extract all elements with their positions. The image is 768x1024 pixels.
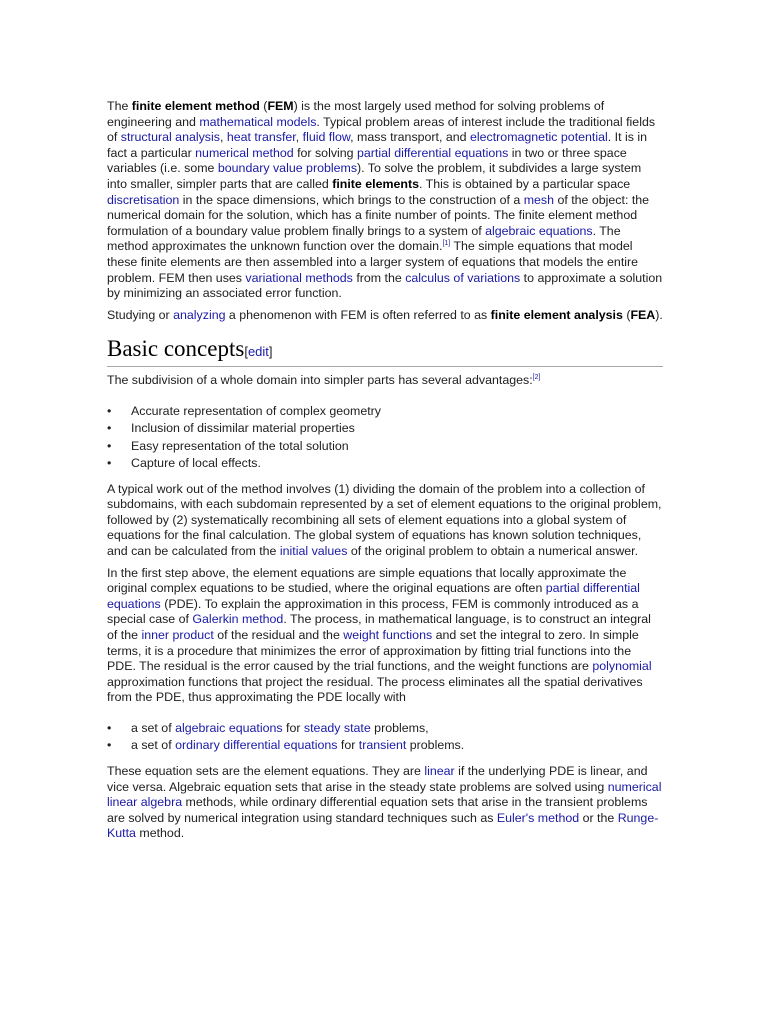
link-initial-values[interactable]: initial values (279, 544, 348, 559)
bullet-icon: • (107, 720, 112, 735)
method-paragraph: A typical work out of the method involves (1) dividing the domain of the problem into a collection of subdomains, with each subdomain represented by a set of element equations to the original problem, followed by (2) systematically recombining all sets of element equations into a global system of equations for the final calculation. The global system of equations has known solution techniques, and can be calculated from the initial values of the original problem to obtain a numerical answer. (107, 481, 662, 559)
link-numerical-linear-algebra[interactable]: numerical linear algebra (107, 779, 662, 810)
bullet-icon: • (107, 438, 112, 453)
link-algebraic-equations[interactable]: algebraic equations (175, 720, 283, 735)
link-weight-functions[interactable]: weight functions (343, 628, 433, 643)
list-item: • Accurate representation of complex geometry (107, 403, 382, 418)
bold-term: finite elements (332, 176, 419, 191)
link-euler-s-method[interactable]: Euler's method (496, 810, 580, 825)
solution-paragraph: These equation sets are the element equations. They are linear if the underlying PDE is linear, and vice versa. Algebraic equation sets that arise in the steady state problems are solved using numerical linear algebra methods, while ordinary differential equation sets that arise in the transient problems are solved by numerical integration using standard techniques such as Euler's method or the Runge-Kutta method. (107, 763, 662, 841)
link-fluid-flow[interactable]: fluid flow (302, 130, 351, 145)
citation-link[interactable]: [1] (442, 240, 451, 248)
link-algebraic-equations[interactable]: algebraic equations (485, 223, 593, 238)
edit-section: [edit] (244, 344, 273, 360)
list-item: • Inclusion of dissimilar material properties (107, 421, 355, 436)
section-title: Basic concepts (107, 336, 245, 362)
list-item: • Capture of local effects. (107, 456, 261, 471)
bullet-icon: • (107, 421, 112, 436)
link-electromagnetic-potential[interactable]: electromagnetic potential (470, 130, 608, 145)
link-calculus-of-variations[interactable]: calculus of variations (405, 270, 521, 285)
link-linear[interactable]: linear (424, 763, 455, 778)
link-discretisation[interactable]: discretisation (107, 192, 180, 207)
link-steady-state[interactable]: steady state (303, 720, 371, 735)
intro-paragraph: The finite element method (FEM) is the most largely used method for solving problems of engineering and mathematical models. Typical problem areas of interest include the traditional fields of structural analysis, heat transfer, fluid flow, mass transport, and electromagnetic potential. It is in fact a particular numerical method for solving partial differential equations in two or three space variables (i.e. some boundary value problems). To solve the problem, it subdivides a large system into smaller, simpler parts that are called finite elements. This is obtained by a particular space discretisation in the space dimensions, which brings to the construction of a mesh of the object: the numerical domain for the solution, which has a finite number of points. The finite element method formulation of a boundary value problem finally brings to a system of algebraic equations. The method approximates the unknown function over the domain.[1] The simple equations that model these finite elements are then assembled into a larger system of equations that models the entire problem. FEM then uses variational methods from the calculus of variations to approximate a solution by minimizing an associated error function. (107, 99, 663, 301)
element-equations-paragraph: In the first step above, the element equations are simple equations that locally approximate the original complex equations to be studied, where the original equations are often partial differential equations (PDE). To explain the approximation in this process, FEM is commonly introduced as a special case of Galerkin method. The process, in mathematical language, is to construct an integral of the inner product of the residual and the weight functions and set the integral to zero. In simple terms, it is a procedure that minimizes the error of approximation by fitting trial functions into the PDE. The residual is the error caused by the trial functions, and the weight functions are polynomial approximation functions that project the residual. The process eliminates all the spatial derivatives from the PDE, thus approximating the PDE locally with (107, 565, 652, 705)
bold-term: FEA (630, 307, 656, 322)
list-item: • a set of algebraic equations for steady state problems, (107, 720, 429, 735)
advantages-intro: The subdivision of a whole domain into simpler parts has several advantages:[2] (107, 373, 541, 388)
link-polynomial[interactable]: polynomial (592, 659, 652, 674)
link-boundary-value-problems[interactable]: boundary value problems (217, 161, 358, 176)
bullet-icon: • (107, 403, 112, 418)
link-mesh[interactable]: mesh (523, 192, 554, 207)
link-heat-transfer[interactable]: heat transfer (226, 130, 296, 145)
edit-link[interactable]: edit (247, 344, 269, 360)
article-body (107, 99, 663, 848)
link-ordinary-differential-equations[interactable]: ordinary differential equations (175, 738, 338, 753)
bullet-icon: • (107, 738, 112, 753)
list-item: • Easy representation of the total solution (107, 438, 349, 453)
bold-term: finite element method (131, 99, 260, 113)
bullet-icon: • (107, 456, 112, 471)
advantages-list (107, 404, 663, 472)
fea-paragraph: Studying or analyzing a phenomenon with FEM is often referred to as finite element analysis (FEA). (107, 307, 663, 322)
list-item: • a set of ordinary differential equations for transient problems. (107, 738, 465, 753)
link-galerkin-method[interactable]: Galerkin method (192, 612, 284, 627)
section-heading-basic-concepts (107, 336, 663, 367)
link-partial-differential-equations[interactable]: partial differential equations (107, 581, 640, 611)
link-transient[interactable]: transient (358, 738, 407, 753)
bold-term: finite element analysis (490, 307, 623, 322)
link-numerical-method[interactable]: numerical method (195, 145, 294, 160)
equation-sets-list (107, 721, 663, 754)
link-variational-methods[interactable]: variational methods (245, 270, 353, 285)
bold-term: FEM (267, 99, 294, 113)
link-partial-differential-equations[interactable]: partial differential equations (357, 145, 509, 160)
link-analyzing[interactable]: analyzing (173, 307, 226, 322)
link-runge-kutta[interactable]: Runge-Kutta (107, 810, 659, 841)
link-mathematical-models[interactable]: mathematical models (199, 114, 317, 129)
link-structural-analysis[interactable]: structural analysis (120, 130, 220, 145)
citation-link[interactable]: [2] (532, 374, 541, 382)
link-inner-product[interactable]: inner product (141, 628, 214, 643)
